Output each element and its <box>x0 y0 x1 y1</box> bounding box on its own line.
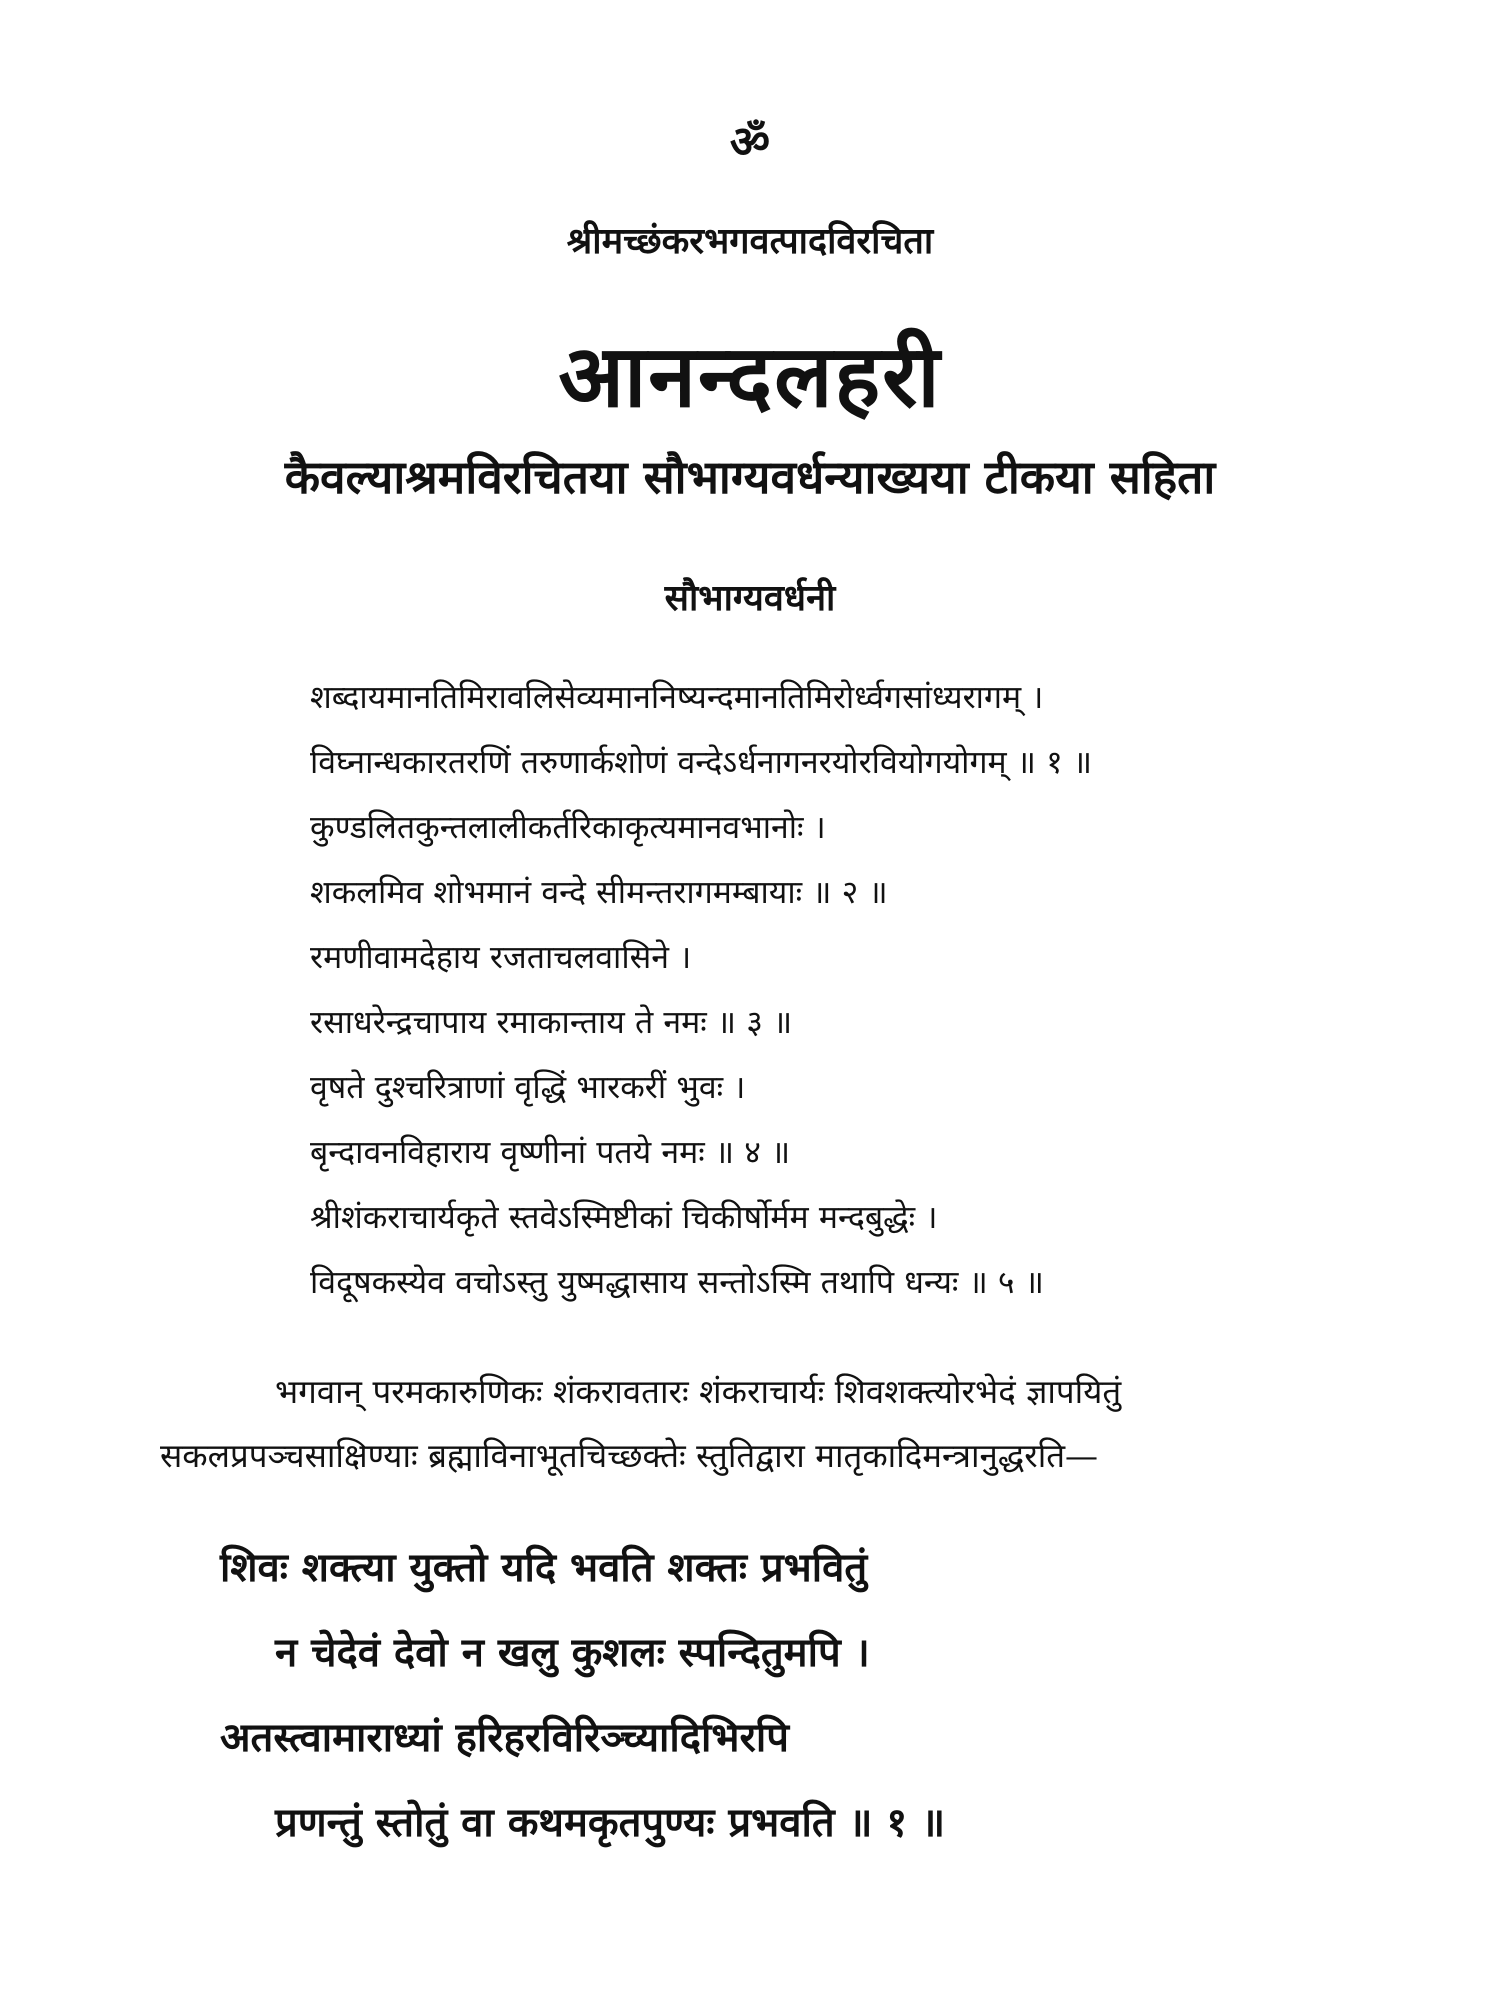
invocation-verse-line: शब्दायमानतिमिरावलिसेव्यमाननिष्यन्दमानतिमिरोर्ध्वगसांध्यरागम् । <box>310 678 1044 716</box>
invocation-verses <box>310 665 1430 1315</box>
invocation-verse-line: विदूषकस्येव वचोऽस्तु युष्मद्धासाय सन्तोऽस्मि तथापि धन्यः ॥ ५ ॥ <box>310 1263 1044 1301</box>
introduction-line: सकलप्रपञ्चसाक्षिण्याः ब्रह्माविनाभूतचिच्छक्तेः स्तुतिद्वारा मातृकादिमन्त्रानुद्धरति— <box>160 1436 1099 1475</box>
main-verse-line: शिवः शक्त्या युक्तो यदि भवति शक्तः प्रभवितुं <box>220 1544 868 1591</box>
invocation-verse-line: शकलमिव शोभमानं वन्दे सीमन्तरागमम्बायाः ॥ २ ॥ <box>310 873 888 911</box>
main-verse-line: अतस्त्वामाराध्यां हरिहरविरिञ्च्यादिभिरपि <box>220 1714 789 1761</box>
invocation-verse-line: श्रीशंकराचार्यकृते स्तवेऽस्मिष्टीकां चिकीर्षोर्मम मन्दबुद्धेः । <box>310 1198 938 1236</box>
invocation-verse-line: बृन्दावनविहाराय वृष्णीनां पतये नमः ॥ ४ ॥ <box>310 1133 791 1171</box>
introduction-paragraph <box>160 1360 1420 1488</box>
om-symbol: ॐ <box>729 117 771 168</box>
subtitle: कैवल्याश्रमविरचितया सौभाग्यवर्धन्याख्यया टीकया सहिता <box>284 450 1216 504</box>
invocation-verse-line: कुण्डलितकुन्तलालीकर्तरिकाकृत्यमानवभानोः । <box>310 808 826 846</box>
invocation-verse-line: रमणीवामदेहाय रजताचलवासिने । <box>310 938 692 976</box>
commentary-heading: सौभाग्यवर्धनी <box>664 577 836 619</box>
invocation-verse-line: वृषते दुश्चरित्राणां वृद्धिं भारकरीं भुवः । <box>310 1068 746 1106</box>
main-verse <box>220 1525 1370 1865</box>
attribution-line: श्रीमच्छंकरभगवत्पादविरचिता <box>566 220 934 262</box>
page-title: आनन्दलहरी <box>558 326 942 427</box>
main-verse-line: प्रणन्तुं स्तोतुं वा कथमकृतपुण्यः प्रभवति ॥ १ ॥ <box>275 1799 946 1846</box>
introduction-line: भगवान् परमकारुणिकः शंकरावतारः शंकराचार्यः शिवशक्त्योरभेदं ज्ञापयितुं <box>275 1372 1122 1411</box>
main-verse-line: न चेदेवं देवो न खलु कुशलः स्पन्दितुमपि । <box>275 1629 870 1676</box>
invocation-verse-line: रसाधरेन्द्रचापाय रमाकान्ताय ते नमः ॥ ३ ॥ <box>310 1003 793 1041</box>
invocation-verse-line: विघ्नान्धकारतरणिं तरुणार्कशोणं वन्देऽर्धनागनरयोरवियोगयोगम् ॥ १ ॥ <box>310 743 1093 781</box>
